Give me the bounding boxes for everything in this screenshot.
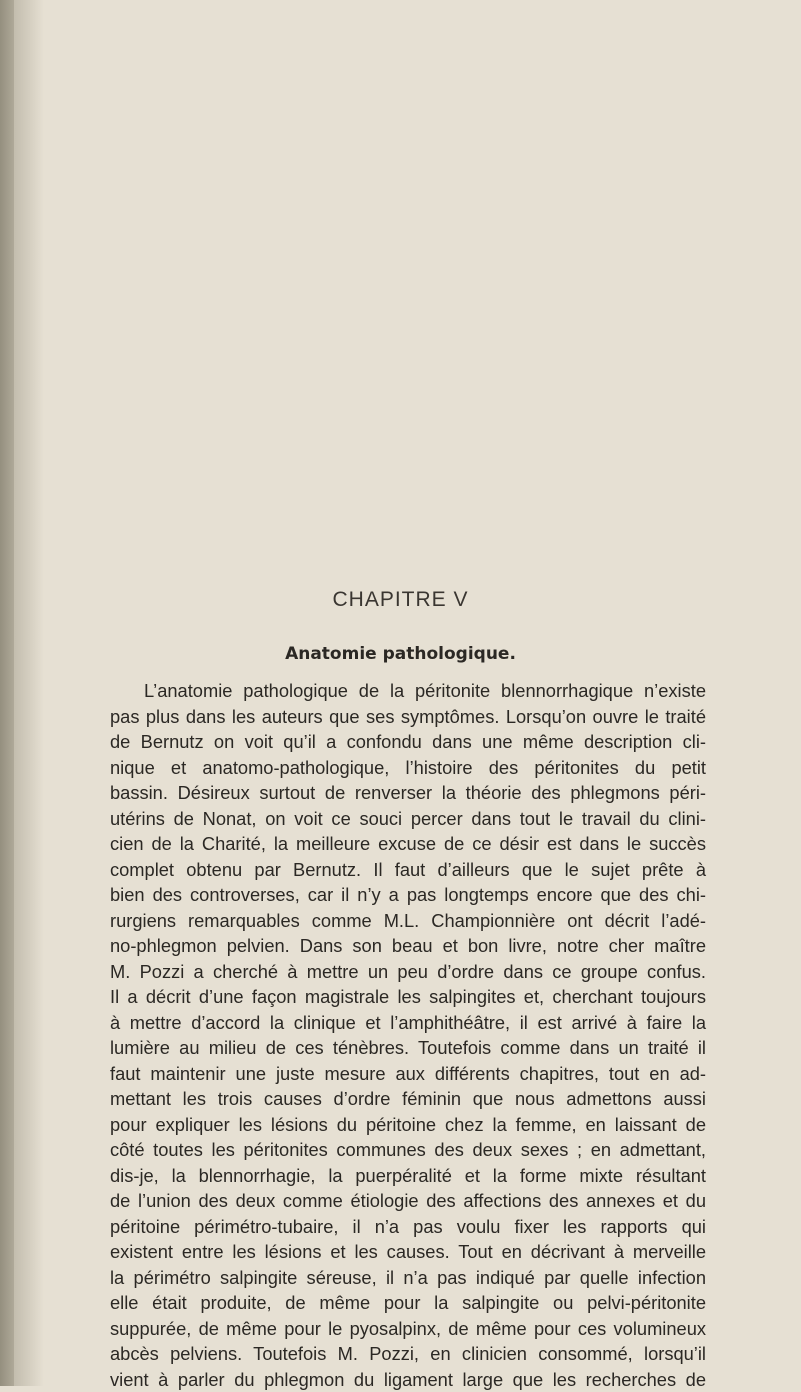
text-line: de l’union des deux comme étiologie des affections des annexes et du xyxy=(110,1188,706,1214)
text-line: à mettre d’accord la clinique et l’amphithéâtre, il est arrivé à faire la xyxy=(110,1010,706,1036)
text-line: de Bernutz on voit qu’il a confondu dans une même description cli- xyxy=(110,729,706,755)
text-line: lumière au milieu de ces ténèbres. Toutefois comme dans un traité il xyxy=(110,1035,706,1061)
text-line: la périmétro salpingite séreuse, il n’a pas indiqué par quelle infection xyxy=(110,1265,706,1291)
text-line: nique et anatomo-pathologique, l’histoire des péritonites du petit xyxy=(110,755,706,781)
text-line: faut maintenir une juste mesure aux différents chapitres, tout en ad- xyxy=(110,1061,706,1087)
text-line: bien des controverses, car il n’y a pas longtemps encore que des chi- xyxy=(110,882,706,908)
text-line: pas plus dans les auteurs que ses symptômes. Lorsqu’on ouvre le traité xyxy=(110,704,706,730)
text-line: bassin. Désireux surtout de renverser la théorie des phlegmons péri- xyxy=(110,780,706,806)
text-line: vient à parler du phlegmon du ligament large que les recherches de xyxy=(110,1367,706,1392)
text-line: pour expliquer les lésions du péritoine chez la femme, en laissant de xyxy=(110,1112,706,1138)
text-line: cien de la Charité, la meilleure excuse de ce désir est dans le succès xyxy=(110,831,706,857)
text-line: péritoine périmétro-tubaire, il n’a pas voulu fixer les rapports qui xyxy=(110,1214,706,1240)
section-title: Anatomie pathologique. xyxy=(0,644,801,664)
text-line: rurgiens remarquables comme M.L. Championnière ont décrit l’adé- xyxy=(110,908,706,934)
text-line: complet obtenu par Bernutz. Il faut d’ailleurs que le sujet prête à xyxy=(110,857,706,883)
text-line: L’anatomie pathologique de la péritonite blennorrhagique n’existe xyxy=(110,678,706,704)
text-line: suppurée, de même pour le pyosalpinx, de même pour ces volumineux xyxy=(110,1316,706,1342)
chapter-heading: CHAPITRE V xyxy=(0,588,801,612)
text-line: mettant les trois causes d’ordre féminin que nous admettons aussi xyxy=(110,1086,706,1112)
text-line: no-phlegmon pelvien. Dans son beau et bon livre, notre cher maître xyxy=(110,933,706,959)
text-line: côté toutes les péritonites communes des deux sexes ; en admettant, xyxy=(110,1137,706,1163)
text-line: Il a décrit d’une façon magistrale les salpingites et, cherchant toujours xyxy=(110,984,706,1010)
text-line: elle était produite, de même pour la salpingite ou pelvi-péritonite xyxy=(110,1290,706,1316)
text-line: existent entre les lésions et les causes. Tout en décrivant à merveille xyxy=(110,1239,706,1265)
body-paragraph xyxy=(110,678,706,1392)
text-line: abcès pelviens. Toutefois M. Pozzi, en clinicien consommé, lorsqu’il xyxy=(110,1341,706,1367)
text-line: utérins de Nonat, on voit ce souci percer dans tout le travail du clini- xyxy=(110,806,706,832)
text-line: M. Pozzi a cherché à mettre un peu d’ordre dans ce groupe confus. xyxy=(110,959,706,985)
text-line: dis-je, la blennorrhagie, la puerpéralité et la forme mixte résultant xyxy=(110,1163,706,1189)
